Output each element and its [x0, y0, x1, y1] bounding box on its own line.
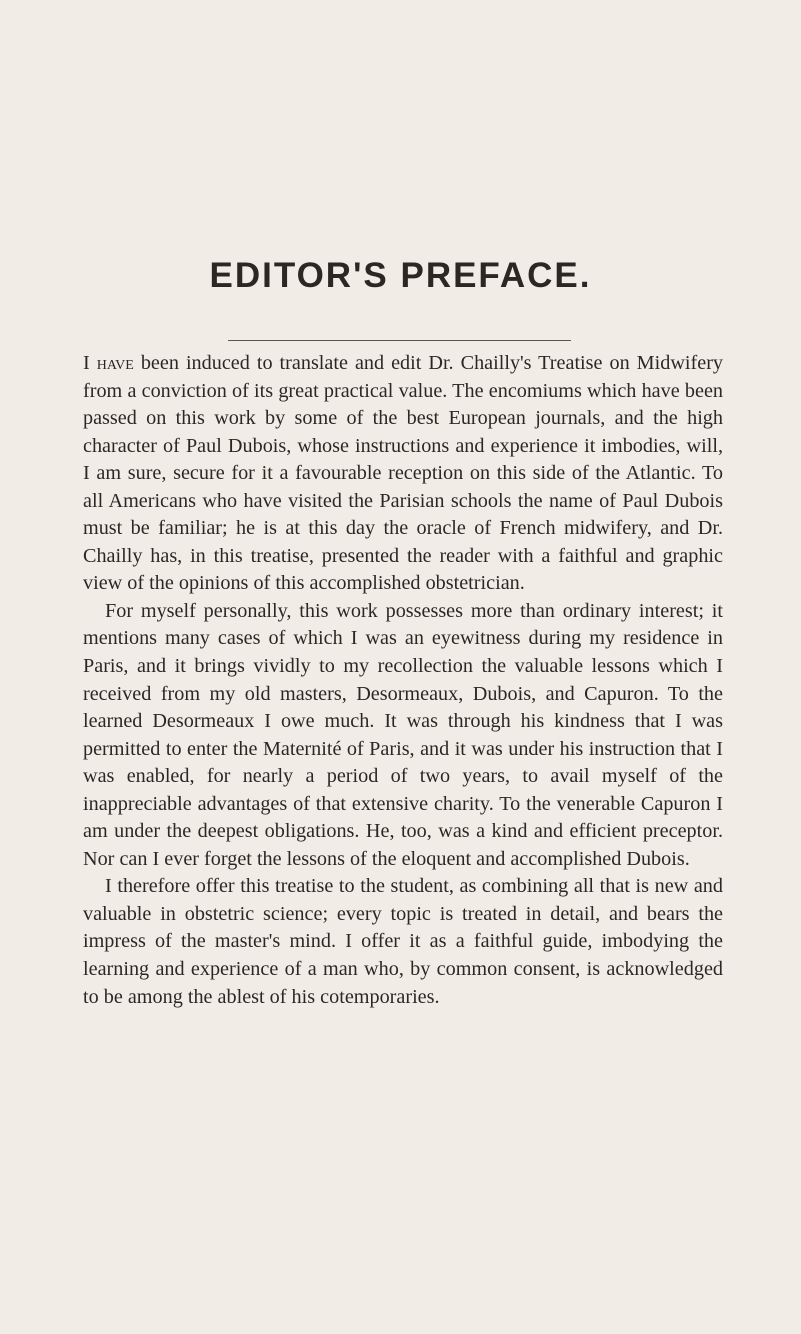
preface-body — [83, 350, 723, 1011]
lead-smallcaps: have — [96, 352, 134, 374]
paragraph-1-text: been induced to translate and edit Dr. Chailly's Treatise on Midwifery from a conviction of its great practical value. The encomiums which have been passed on this work by some of the best European journals, and the high character of Paul Dubois, whose instructions and experience it imbodies, will, I am sure, secure for it a favourable reception on this side of the Atlantic. To all Americans who have visited the Parisian schools the name of Paul Dubois must be familiar; he is at this day the oracle of French midwifery, and Dr. Chailly has, in this treatise, presented the reader with a faithful and graphic view of the opinions of this accomplished obstetrician. — [83, 352, 724, 595]
preface-heading: EDITOR'S PREFACE. — [209, 256, 592, 295]
paragraph-3: I therefore offer this treatise to the student, as combining all that is new and valuable in obstetric science; every topic is treated in detail, and bears the impress of the master's mind. I offer it as a faithful guide, imbodying the learning and experience of a man who, by common consent, is acknowledged to be among the ablest of his cotemporaries. — [83, 875, 723, 1008]
heading-rule — [228, 340, 571, 341]
lead-initial: I — [83, 352, 90, 374]
paragraph-2: For myself personally, this work possesses more than ordinary interest; it mentions many cases of which I was an eyewitness during my residence in Paris, and it brings vividly to my recollection the valuable lessons which I received from my old masters, Desormeaux, Dubois, and Capuron. To the learned Desormeaux I owe much. It was through his kindness that I was permitted to enter the Maternité of Paris, and it was under his instruction that I was enabled, for nearly a period of two years, to avail myself of the inappreciable advantages of that extensive charity. To the venerable Capuron I am under the deepest obligations. He, too, was a kind and efficient preceptor. Nor can I ever forget the lessons of the eloquent and accomplished Dubois. — [83, 599, 723, 870]
paragraph-1 — [83, 350, 723, 598]
